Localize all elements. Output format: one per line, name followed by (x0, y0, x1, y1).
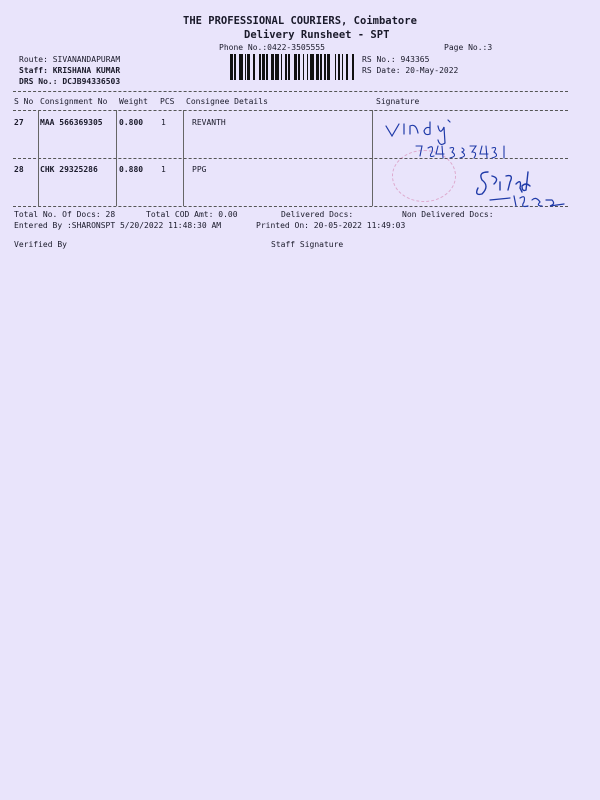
row-pcs: 1 (161, 165, 166, 174)
header-consignment: Consignment No (40, 97, 108, 106)
signature-revanth (380, 112, 520, 162)
header-pcs: PCS (160, 97, 175, 106)
runsheet-subtitle: Delivery Runsheet - SPT (244, 29, 390, 41)
column-divider (38, 110, 39, 206)
header-weight: Weight (119, 97, 148, 106)
column-divider (116, 110, 117, 206)
header-consignee: Consignee Details (186, 97, 268, 106)
header-sno: S No (14, 97, 34, 106)
rs-date: RS Date: 20-May-2022 (362, 66, 459, 75)
total-cod: Total COD Amt: 0.00 (146, 210, 238, 219)
staff-label: Staff: KRISHANA KUMAR (19, 66, 121, 75)
signature-ppg (470, 166, 570, 212)
rs-number: RS No.: 943365 (362, 55, 430, 64)
row-consignee: PPG (192, 165, 207, 174)
delivered-docs: Delivered Docs: (281, 210, 354, 219)
row-consignment: MAA 566369305 (40, 118, 103, 127)
header-signature: Signature (376, 97, 420, 106)
row-sno: 27 (14, 118, 24, 127)
row-weight: 0.800 (119, 118, 144, 127)
row-weight: 0.880 (119, 165, 144, 174)
barcode-bar (354, 54, 355, 80)
row-pcs: 1 (161, 118, 166, 127)
staff-signature: Staff Signature (271, 240, 344, 249)
printed-on: Printed On: 20-05-2022 11:49:03 (256, 221, 406, 230)
row-consignee: REVANTH (192, 118, 226, 127)
row-consignment: CHK 29325286 (40, 165, 98, 174)
page-number: Page No.:3 (444, 43, 493, 52)
barcode (230, 54, 355, 80)
phone-number: Phone No.:0422-3505555 (219, 43, 325, 52)
non-delivered-docs: Non Delivered Docs: (402, 210, 494, 219)
table-header-rule (13, 110, 568, 111)
column-divider (183, 110, 184, 206)
table-top-rule (13, 91, 568, 92)
entered-by: Entered By :SHARONSPT 5/20/2022 11:48:30 AM (14, 221, 222, 230)
verified-by: Verified By (14, 240, 67, 249)
drs-number: DRS No.: DCJB94336503 (19, 77, 121, 86)
row-sno: 28 (14, 165, 24, 174)
column-divider (372, 110, 373, 206)
route-label: Route: SIVANANDAPURAM (19, 55, 121, 64)
total-docs: Total No. Of Docs: 28 (14, 210, 116, 219)
company-title: THE PROFESSIONAL COURIERS, Coimbatore (183, 15, 417, 27)
